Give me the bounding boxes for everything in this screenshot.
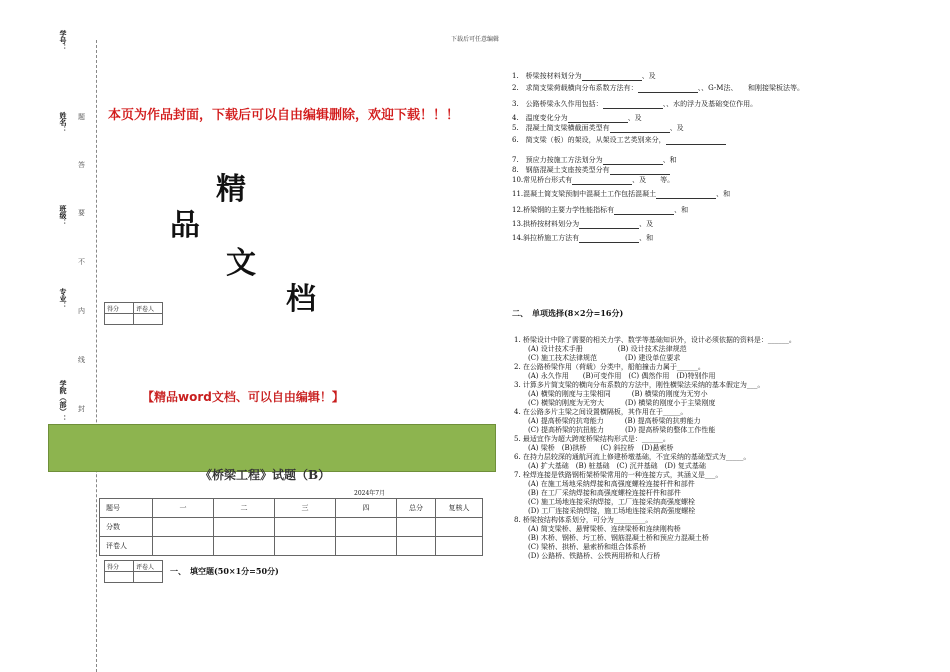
mcq-question: 8. 桥梁按结构体系划分，可分为_________。 [514, 516, 653, 524]
fill-blank-tail: 、及 [669, 124, 684, 132]
score-cell[interactable] [436, 518, 483, 537]
th-reviewer: 复核人 [436, 499, 483, 518]
fill-blank-text: 4. 温度变化分为 [512, 114, 568, 122]
binding-char-3: 要 [78, 209, 85, 217]
class-label: 班级： [59, 205, 68, 226]
mcq-list [514, 336, 914, 561]
mcq-option: (A) 永久作用 (B)可变作用 (C) 偶然作用 (D)特别作用 [528, 372, 716, 380]
section2-title: 二、 单项选择(8×2分=16分) [512, 308, 624, 318]
mcq-option: (A) 提高桥梁的抗弯能力 (B) 提高桥梁的抗剪能力 [528, 417, 701, 425]
major-label: 专业： [59, 288, 68, 309]
th-1: 一 [153, 499, 214, 518]
fill-blank-item [512, 100, 908, 109]
fill-blank-item [512, 206, 908, 215]
mcq-option: (B) 在工厂采纳焊接和高强度螺栓连接杆件和部件 [528, 489, 681, 497]
mcq-option: (D) 公路桥、铁路桥、公铁两用桥和人行桥 [528, 552, 661, 560]
fill-blank-tail: 、及 [641, 72, 656, 80]
blank-field[interactable] [579, 221, 639, 229]
cover-notice: 本页为作品封面，下载后可以自由编辑删除，欢迎下载！！！ [108, 108, 460, 123]
fill-blank-item [512, 72, 908, 81]
row-grader-label: 评卷人 [100, 537, 153, 556]
fill-blank-item [512, 176, 908, 185]
fill-blank-tail: 、、G-M法、 和刚接梁板法等。 [697, 84, 804, 92]
fill-blank-text: 13.拱桥按材料划分为 [512, 220, 580, 228]
th-total: 总分 [397, 499, 436, 518]
fill-blank-tail: 、及 [639, 220, 654, 228]
mcq-option: (B) 木桥、钢桥、圬工桥、钢筋混凝土桥和预应力混凝土桥 [528, 534, 709, 542]
fill-blank-list [512, 72, 908, 252]
fill-blank-text: 3. 公路桥梁永久作用包括： [512, 100, 603, 108]
cover-char-1: 精 [216, 172, 246, 207]
mcq-question: 5. 最适宜作为超大跨度桥梁结构形式是：______。 [514, 435, 670, 443]
fill-blank-tail: 、和 [662, 156, 677, 164]
blank-field[interactable] [582, 73, 642, 81]
fill-blank-tail: 、、水的浮力及基础变位作用。 [662, 100, 758, 108]
mcq-question: 3. 计算多片简支梁的横向分布系数的方法中，刚性横梁法采纳的基本假定为___。 [514, 381, 765, 389]
mcq-option: (A) 横梁的刚度与主梁相同 (B) 横梁的刚度为无穷小 [528, 390, 708, 398]
fill-blank-text: 1. 桥梁按材料划分为 [512, 72, 582, 80]
blank-field[interactable] [614, 207, 674, 215]
fill-blank-item [512, 234, 908, 243]
college-label: 学院（部）： [59, 380, 68, 422]
grader-cell[interactable] [134, 314, 163, 325]
blank-field[interactable] [603, 101, 663, 109]
cover-char-4: 档 [286, 282, 316, 317]
grader-label: 评卷人 [134, 303, 163, 314]
score-cell[interactable] [105, 314, 134, 325]
fill-blank-tail: 、和 [716, 190, 731, 198]
fill-blank-text: 2. 求简支梁荷载横向分布系数方法有： [512, 84, 638, 92]
fill-blank-tail: 、和 [639, 234, 654, 242]
cover-subtitle: 【精品word文档、可以自由编辑！】 [142, 390, 344, 404]
mcq-question: 1. 桥梁设计中除了需要的相关力学、数学等基础知识外，设计必须依据的资料是：______。 [514, 336, 796, 344]
mcq-question: 7. 栓焊连接是铁路钢桁架桥梁常用的一种连接方式，其涵义是___。 [514, 471, 723, 479]
mcq-option: (C) 施工技术法律规范 (D) 建设单位要求 [528, 354, 681, 362]
exam-title: 《桥梁工程》试题（B） [200, 468, 331, 482]
binding-char-1: 题 [78, 113, 85, 121]
mcq-question: 4. 在公路多片主梁之间设置横隔板，其作用在于_____。 [514, 408, 688, 416]
mcq-option: (A) 梁桥 (B)拱桥 (C) 斜拉桥 (D)悬索桥 [528, 444, 674, 452]
binding-char-6: 线 [78, 356, 85, 364]
blank-field[interactable] [610, 167, 670, 175]
fill-blank-tail: 、及 等。 [632, 176, 675, 184]
blank-field[interactable] [603, 157, 663, 165]
blank-field[interactable] [568, 115, 628, 123]
fill-blank-text: 14.斜拉桥施工方法有 [512, 234, 580, 242]
score-cell[interactable] [214, 518, 275, 537]
student-id-label: 学号： [59, 30, 68, 51]
score-cell[interactable] [105, 572, 134, 583]
fill-blank-text: 7. 预应力按施工方法划分为 [512, 156, 603, 164]
th-question: 题号 [100, 499, 153, 518]
fill-blank-item [512, 156, 908, 165]
grader-cell[interactable] [275, 537, 336, 556]
binding-char-2: 答 [78, 161, 85, 169]
section1-title: 一、 填空题(50×1分=50分) [170, 566, 279, 576]
blank-field[interactable] [666, 137, 726, 145]
binding-char-7: 封 [78, 405, 85, 413]
fill-blank-text: 5. 混凝土简支梁横截面类型有 [512, 124, 610, 132]
mcq-option: (A) 在施工场地采纳焊接和高强度螺栓连接杆件和部件 [528, 480, 695, 488]
fill-blank-text: 12.桥梁钢的主要力学性能指标有 [512, 206, 615, 214]
row-score-label: 分数 [100, 518, 153, 537]
score-box-cover [104, 302, 163, 325]
mcq-option: (C) 施工场地连接采纳焊接，工厂连接采纳高强度螺栓 [528, 498, 696, 506]
mcq-option: (A) 设计技术手册 (B) 设计技术法律规范 [528, 345, 687, 353]
grader-cell[interactable] [397, 537, 436, 556]
score-box-section1 [104, 560, 163, 583]
fill-blank-text: 8. 钢筋混凝土支座按类型分有 [512, 166, 610, 174]
score-cell[interactable] [153, 518, 214, 537]
fill-blank-item [512, 124, 908, 133]
exam-date: 2024年7月 [354, 490, 386, 497]
score-label: 得分 [105, 561, 134, 572]
fill-blank-item [512, 220, 908, 229]
blank-field[interactable] [638, 85, 698, 93]
green-banner [48, 424, 496, 472]
fill-blank-tail: 、及 [627, 114, 642, 122]
fill-blank-tail: 、和 [674, 206, 689, 214]
score-table [99, 498, 483, 556]
fill-blank-item [512, 136, 908, 145]
th-4: 四 [336, 499, 397, 518]
th-2: 二 [214, 499, 275, 518]
score-cell[interactable] [336, 518, 397, 537]
name-label: 姓名： [59, 112, 68, 133]
header-note: 下载后可任意编辑 [450, 36, 499, 43]
fill-blank-item [512, 84, 908, 93]
grader-cell[interactable] [134, 572, 163, 583]
blank-field[interactable] [610, 125, 670, 133]
mcq-option: (C) 提高桥梁的抗扭能力 (D) 提高桥梁的整体工作性能 [528, 426, 716, 434]
fill-blank-item [512, 190, 908, 199]
binding-char-4: 不 [78, 258, 85, 266]
grader-label: 评卷人 [134, 561, 163, 572]
fill-blank-item [512, 114, 908, 123]
fill-blank-text: 6. 简支梁（板）的架设，从架设工艺类别来分， [512, 136, 666, 144]
binding-line [96, 40, 97, 672]
score-cell[interactable] [397, 518, 436, 537]
blank-field[interactable] [579, 235, 639, 243]
binding-char-5: 内 [78, 307, 85, 315]
score-cell[interactable] [275, 518, 336, 537]
blank-field[interactable] [572, 177, 632, 185]
grader-cell[interactable] [336, 537, 397, 556]
mcq-question: 2. 在公路桥梁作用（荷载）分类中，船舶撞击力属于______。 [514, 363, 705, 371]
mcq-option: (D) 工厂连接采纳焊接，施工场地连接采纳高强度螺栓 [528, 507, 696, 515]
mcq-option: (A) 简支梁桥、悬臂梁桥、连续梁桥和连续刚构桥 [528, 525, 681, 533]
blank-field[interactable] [656, 191, 716, 199]
mcq-option: (C) 梁桥、拱桥、悬索桥和组合体系桥 [528, 543, 647, 551]
grader-cell[interactable] [436, 537, 483, 556]
th-3: 三 [275, 499, 336, 518]
grader-cell[interactable] [214, 537, 275, 556]
fill-blank-item [512, 166, 908, 175]
mcq-option: (A) 扩大基础 (B) 桩基础 (C) 沉井基础 (D) 复式基础 [528, 462, 706, 470]
grader-cell[interactable] [153, 537, 214, 556]
score-label: 得分 [105, 303, 134, 314]
mcq-option: (C) 横梁的刚度为无穷大 (D) 横梁的刚度小于主梁刚度 [528, 399, 716, 407]
fill-blank-text: 11.混凝土简支梁预制中混凝土工作包括混凝土 [512, 190, 657, 198]
cover-char-2: 品 [170, 208, 200, 243]
cover-char-3: 文 [226, 246, 256, 281]
fill-blank-text: 10.常见桥台形式有 [512, 176, 573, 184]
mcq-question: 6. 在持力层较深的通航河流上修建桥墩基础，不宜采纳的基础型式为_____。 [514, 453, 751, 461]
